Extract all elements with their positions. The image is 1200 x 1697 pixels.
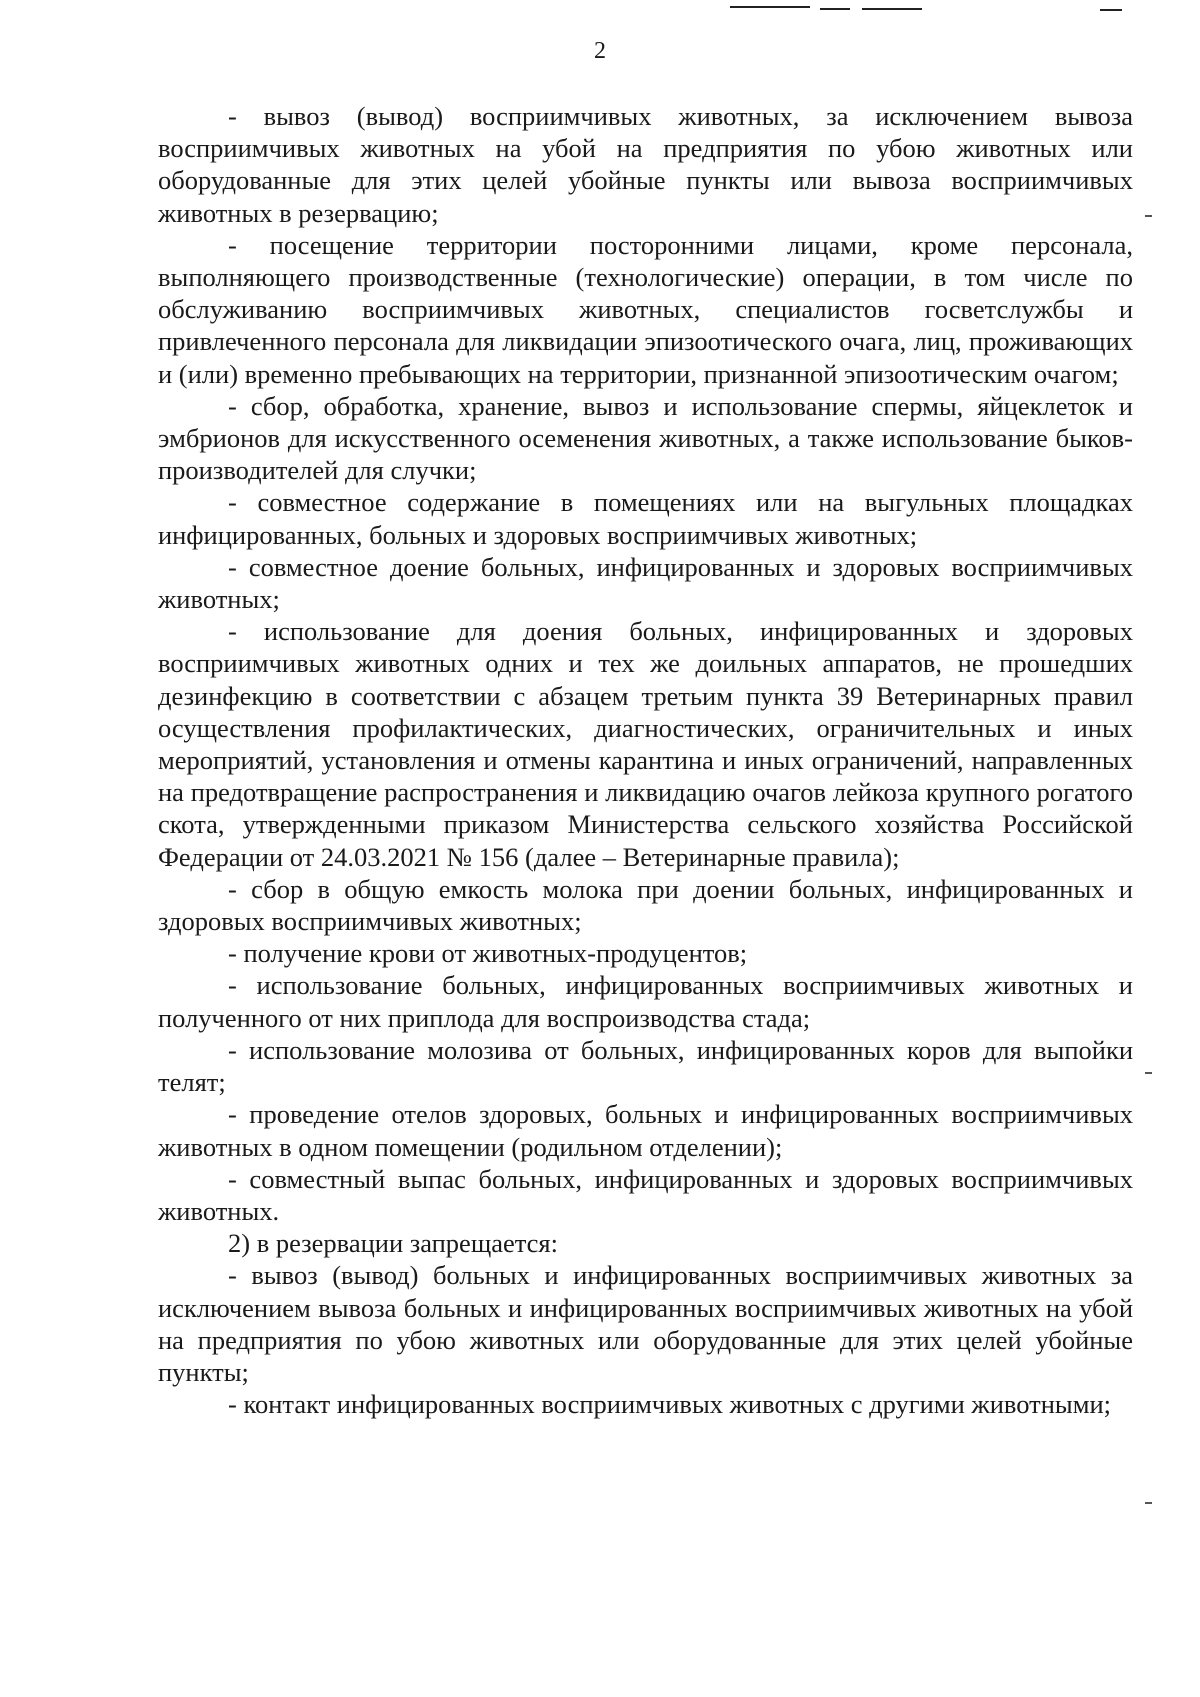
paragraph: - сбор, обработка, хранение, вывоз и использование спермы, яйцеклеток и эмбрионов для искусственного осеменения животных, а также использование быков-производителей для случки; [158, 390, 1133, 486]
scan-artifact-dot [1145, 215, 1152, 217]
subsection-heading: 2) в резервации запрещается: [228, 1228, 558, 1259]
paragraph: - сбор в общую емкость молока при доении больных, инфицированных и здоровых восприимчивых животных; [158, 873, 1133, 937]
paragraph: - совместное содержание в помещениях или на выгульных площадках инфицированных, больных и здоровых восприимчивых животных; [158, 487, 1133, 550]
scan-artifact-dot [1145, 1072, 1152, 1074]
paragraph: - использование молозива от больных, инфицированных коров для выпойки телят; [158, 1034, 1133, 1098]
scan-artifact-line [862, 8, 922, 10]
paragraph: - совместный выпас больных, инфицированных и здоровых восприимчивых животных. [158, 1163, 1133, 1226]
scan-artifact-line [730, 6, 810, 8]
paragraph: - посещение территории посторонними лицами, кроме персонала, выполняющего производственные (технологические) операции, в том числе по обслуживанию восприимчивых животных, специалистов госветслужбы и привлеченного персонала для ликвидации эпизоотического очага, лиц, проживающих и (или) временно пребывающих на территории, признанной эпизоотическим очагом; [158, 229, 1133, 389]
paragraph: - совместное доение больных, инфицированных и здоровых восприимчивых животных; [158, 551, 1133, 615]
paragraph: - вывоз (вывод) восприимчивых животных, за исключением вывоза восприимчивых животных на убой на предприятия по убою животных или оборудованные для этих целей убойные пункты или вывоза восприимчивых животных в резервацию; [158, 101, 1133, 228]
scan-artifact-line [1100, 9, 1122, 11]
paragraph: - контакт инфицированных восприимчивых животных с другими животными; [228, 1389, 1112, 1420]
scan-artifact-dot [1145, 1502, 1152, 1504]
document-body [158, 100, 1133, 1420]
paragraph: - проведение отелов здоровых, больных и инфицированных восприимчивых животных в одном помещении (родильном отделении); [158, 1099, 1133, 1162]
paragraph: - получение крови от животных-продуцентов; [228, 938, 748, 969]
paragraph: - вывоз (вывод) больных и инфицированных восприимчивых животных за исключением вывоза больных и инфицированных восприимчивых животных на убой на предприятия по убою животных или оборудованные для этих целей убойные пункты; [158, 1260, 1133, 1387]
paragraph: - использование для доения больных, инфицированных и здоровых восприимчивых животных одних и тех же доильных аппаратов, не прошедших дезинфекцию в соответствии с абзацем третьим пункта 39 Ветеринарных правил осуществления профилактических, диагностических, ограничительных и иных мероприятий, установления и отмены карантина и иных ограничений, направленных на предотвращение распространения и ликвидацию очагов лейкоза крупного рогатого скота, утвержденными приказом Министерства сельского хозяйства Российской Федерации от 24.03.2021 № 156 (далее – Ветеринарные правила); [158, 616, 1133, 872]
page-number: 2 [594, 38, 606, 64]
paragraph: - использование больных, инфицированных восприимчивых животных и полученного от них приплода для воспроизводства стада; [158, 970, 1133, 1033]
scan-artifact-line [820, 8, 850, 10]
